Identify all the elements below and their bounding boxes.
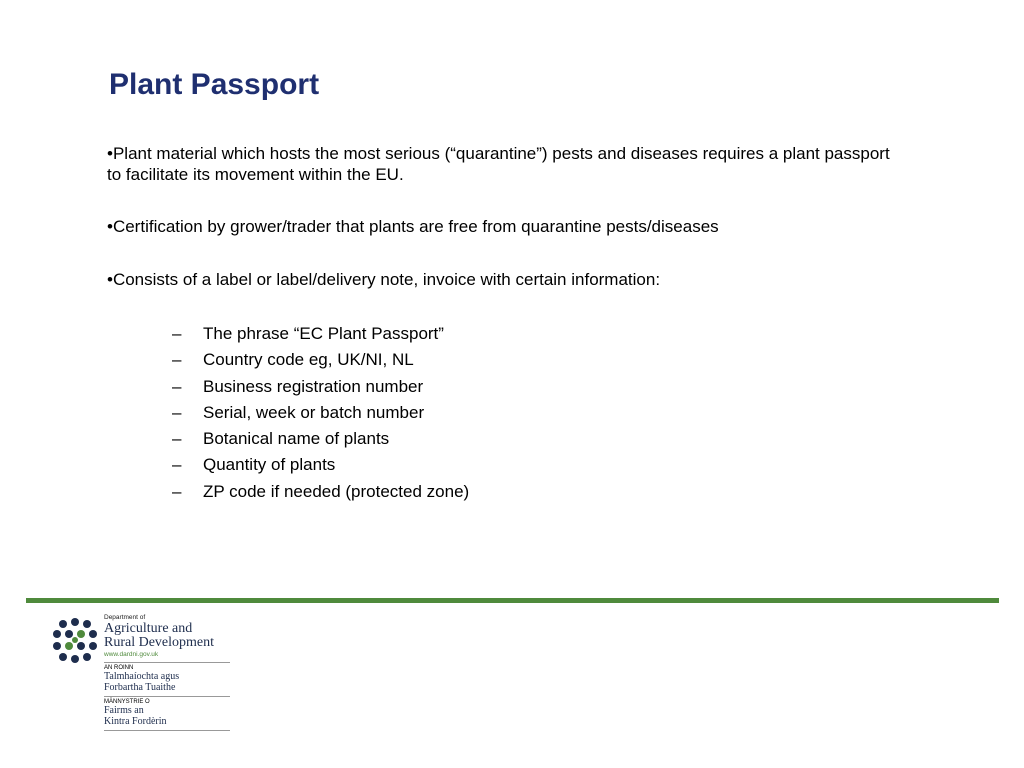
list-item [172,347,469,373]
footer-divider-bar [26,598,999,603]
list-item-text: The phrase “EC Plant Passport” [203,324,444,343]
bullet-label-contents: •Consists of a label or label/delivery note, invoice with certain information: [107,270,661,289]
slide-title: Plant Passport [109,68,320,101]
list-item [172,479,469,505]
logo-irish-label: AN ROINN [104,665,134,671]
list-item-text: Business registration number [203,376,424,396]
list-item-text: Quantity of plants [203,455,336,475]
dash-marker: – [172,481,182,501]
list-item [172,452,469,478]
logo-rule [104,696,230,697]
dash-marker: – [172,350,182,370]
logo-rule [104,662,230,663]
logo-name-line2: Rural Development [104,635,215,650]
list-item-text: Country code eg, UK/NI, NL [203,350,414,370]
dash-marker: – [172,324,182,343]
dash-marker: – [172,402,182,422]
logo-irish-line2: Forbartha Tuaithe [104,681,176,693]
list-item [172,374,469,400]
list-item [172,321,469,347]
dash-marker: – [172,376,182,396]
list-item-text: ZP code if needed (protected zone) [203,481,470,501]
dash-marker: – [172,429,182,449]
list-item [172,400,469,426]
list-item [172,426,469,452]
bullet-certification: •Certification by grower/trader that plants are free from quarantine pests/diseases [107,217,719,236]
label-info-list [172,321,469,505]
logo-scots-line1: Fairms an [104,705,144,716]
logo-dept-of: Department of [104,614,146,621]
dard-hexagon-logo-icon [52,618,98,664]
logo-website: www.dardni.gov.uk [104,651,159,658]
logo-name-line1: Agriculture and [104,621,193,636]
logo-scots-label: MÄNNYSTRIE O [104,699,150,705]
logo-scots-line2: Kintra Fordèrin [104,715,167,727]
list-item-text: Botanical name of plants [203,429,390,449]
bullet-plant-material: •Plant material which hosts the most serious (“quarantine”) pests and diseases requires a plant passport to facilitate its movement within the EU. [107,144,890,184]
logo-irish-line1: Talmhaíochta agus [104,671,180,682]
dard-logo-text [104,614,234,733]
list-item-text: Serial, week or batch number [203,402,425,422]
dash-marker: – [172,455,182,475]
logo-rule [104,730,230,731]
